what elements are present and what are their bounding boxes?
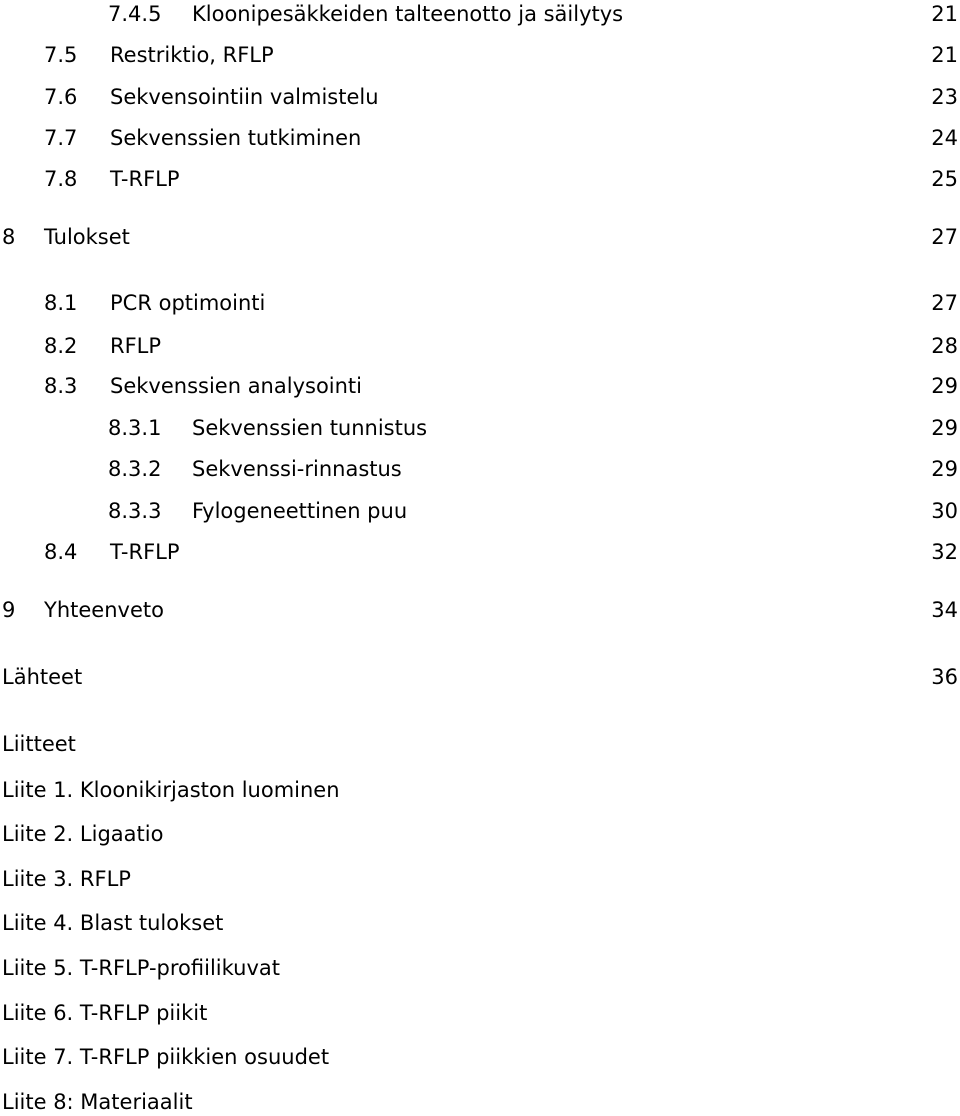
toc-entry: [0, 83, 958, 111]
toc-entry-page: 24: [931, 126, 958, 150]
appendix-title: Liite 7. T-RFLP piikkien osuudet: [2, 1045, 330, 1069]
toc-entry: [0, 538, 958, 566]
appendix-title: Liite 4. Blast tulokset: [2, 911, 224, 935]
toc-entry-page: 29: [931, 374, 958, 398]
appendix-title: Liite 1. Kloonikirjaston luominen: [2, 778, 340, 802]
toc-entry: [0, 41, 958, 69]
toc-entry-number: 8.3.2: [108, 457, 162, 481]
toc-entry-title: Tulokset: [44, 225, 130, 249]
toc-entry-page: 29: [931, 416, 958, 440]
toc-chapter: [0, 663, 958, 691]
appendix-item: [0, 776, 958, 804]
appendix-item: [0, 999, 958, 1027]
appendix-heading-row: [0, 730, 958, 758]
toc-entry-page: 27: [931, 225, 958, 249]
toc-entry: [0, 332, 958, 360]
toc-entry-page: 30: [931, 499, 958, 523]
appendix-item: [0, 865, 958, 893]
appendix-item: [0, 909, 958, 937]
toc-entry-page: 23: [931, 85, 958, 109]
toc-entry-number: 7.7: [44, 126, 78, 150]
toc-entry-number: 8.4: [44, 540, 78, 564]
appendix-title: Liite 5. T-RFLP-profiilikuvat: [2, 956, 280, 980]
toc-entry-title: Kloonipesäkkeiden talteenotto ja säilytys: [192, 2, 624, 26]
toc-entry: [0, 455, 958, 483]
appendix-title: Liite 6. T-RFLP piikit: [2, 1001, 208, 1025]
toc-entry-title: T-RFLP: [110, 167, 180, 191]
toc-entry: [0, 165, 958, 193]
toc-entry-number: 8.2: [44, 334, 78, 358]
toc-entry-page: 29: [931, 457, 958, 481]
appendix-item: [0, 820, 958, 848]
toc-entry-title: Lähteet: [2, 665, 83, 689]
toc-entry-page: 34: [931, 598, 958, 622]
appendix-title: Liite 8: Materiaalit: [2, 1090, 193, 1114]
toc-entry-title: Sekvensointiin valmistelu: [110, 85, 379, 109]
toc-entry-number: 7.8: [44, 167, 78, 191]
toc-entry-number: 8: [2, 225, 16, 249]
toc-entry-number: 8.1: [44, 291, 78, 315]
toc-entry-title: PCR optimointi: [110, 291, 266, 315]
appendix-heading: Liitteet: [2, 732, 76, 756]
appendix-item: [0, 1043, 958, 1071]
toc-entry-page: 21: [931, 2, 958, 26]
toc-entry-number: 8.3.3: [108, 499, 162, 523]
toc-entry-page: 27: [931, 291, 958, 315]
toc-entry-page: 36: [931, 665, 958, 689]
toc-entry-title: Sekvenssien tunnistus: [192, 416, 428, 440]
toc-entry: [0, 414, 958, 442]
toc-entry: [0, 124, 958, 152]
toc-entry-title: Sekvenssi-rinnastus: [192, 457, 402, 481]
toc-entry-number: 8.3: [44, 374, 78, 398]
appendix-item: [0, 954, 958, 982]
toc-entry-title: Fylogeneettinen puu: [192, 499, 408, 523]
toc-entry-title: Restriktio, RFLP: [110, 43, 274, 67]
toc-entry-page: 21: [931, 43, 958, 67]
toc-entry-page: 32: [931, 540, 958, 564]
toc-entry-number: 8.3.1: [108, 416, 162, 440]
toc-entry-number: 7.5: [44, 43, 78, 67]
toc-entry: [0, 497, 958, 525]
toc-entry-number: 7.6: [44, 85, 78, 109]
toc-entry-page: 25: [931, 167, 958, 191]
toc-entry: [0, 0, 958, 28]
toc-entry-title: Yhteenveto: [44, 598, 164, 622]
toc-entry-number: 9: [2, 598, 16, 622]
toc-chapter: [0, 596, 958, 624]
toc-entry: [0, 372, 958, 400]
appendix-item: [0, 1088, 958, 1116]
appendix-title: Liite 3. RFLP: [2, 867, 131, 891]
toc-entry: [0, 289, 958, 317]
toc-entry-title: T-RFLP: [110, 540, 180, 564]
toc-entry-page: 28: [931, 334, 958, 358]
toc-entry-title: RFLP: [110, 334, 162, 358]
appendix-title: Liite 2. Ligaatio: [2, 822, 164, 846]
toc-entry-number: 7.4.5: [108, 2, 162, 26]
toc-entry-title: Sekvenssien tutkiminen: [110, 126, 362, 150]
toc-chapter: [0, 223, 958, 251]
toc-entry-title: Sekvenssien analysointi: [110, 374, 362, 398]
